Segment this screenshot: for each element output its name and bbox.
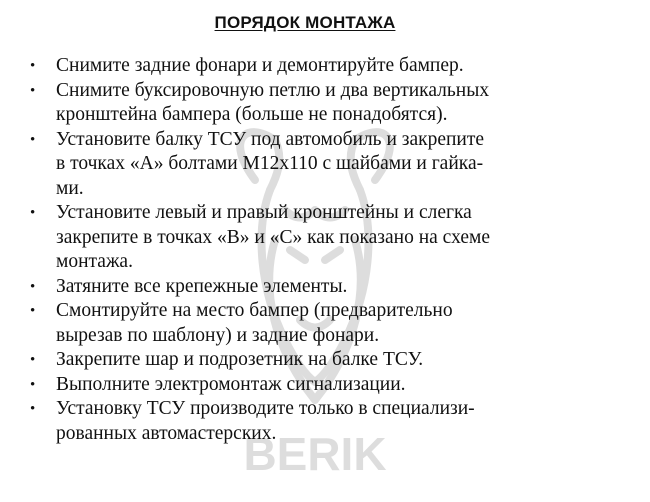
svg-text:BERIK: BERIK: [243, 428, 387, 480]
instruction-list: [28, 54, 608, 446]
bullet-icon: •: [30, 205, 36, 221]
step-text-line: в точках «А» болтами М12х110 с шайбами и гайка-: [56, 153, 484, 174]
step-text-line: ми.: [56, 177, 84, 199]
step-text-line: вырезав по шаблону) и задние фонари.: [56, 324, 380, 346]
step-text-line: кронштейна бампера (больше не понадобятся).: [56, 104, 448, 125]
list-item: [28, 373, 608, 398]
step-text-line: Снимите буксировочную петлю и два вертикальных: [56, 79, 490, 101]
step-text-line: Установите левый и правый кронштейны и слегка: [56, 202, 472, 223]
list-item: [28, 397, 608, 446]
step-text-line: Выполните электромонтаж сигнализации.: [56, 373, 406, 395]
list-item: [28, 79, 608, 128]
step-text-line: Установите балку ТСУ под автомобиль и закрепите: [56, 128, 485, 150]
bullet-icon: •: [30, 131, 36, 148]
step-text-line: Смонтируйте на место бампер (предварительно: [56, 300, 453, 321]
bullet-icon: •: [30, 401, 36, 417]
bullet-icon: •: [30, 82, 36, 99]
list-item: [28, 201, 608, 275]
list-item: [28, 348, 608, 373]
step-text-line: закрепите в точках «В» и «С» как показано на схеме: [56, 226, 490, 248]
bullet-icon: •: [30, 58, 36, 74]
bullet-icon: •: [30, 376, 36, 393]
bullet-icon: •: [30, 303, 36, 319]
step-text-line: Закрепите шар и подрозетник на балке ТСУ.: [56, 349, 424, 370]
step-text-line: рованных автомастерских.: [56, 422, 277, 444]
bullet-icon: •: [30, 278, 36, 295]
list-item: [28, 299, 608, 348]
step-text-line: монтажа.: [56, 251, 133, 272]
page-title: ПОРЯДОК МОНТАЖА: [214, 13, 396, 32]
bullet-icon: •: [30, 352, 36, 368]
step-text-line: Снимите задние фонари и демонтируйте бампер.: [56, 55, 464, 76]
list-item: [28, 275, 608, 300]
list-item: [28, 128, 608, 202]
list-item: [28, 54, 608, 79]
step-text-line: Затяните все крепежные элементы.: [56, 275, 348, 297]
step-text-line: Установку ТСУ производите только в специализи-: [56, 398, 475, 419]
